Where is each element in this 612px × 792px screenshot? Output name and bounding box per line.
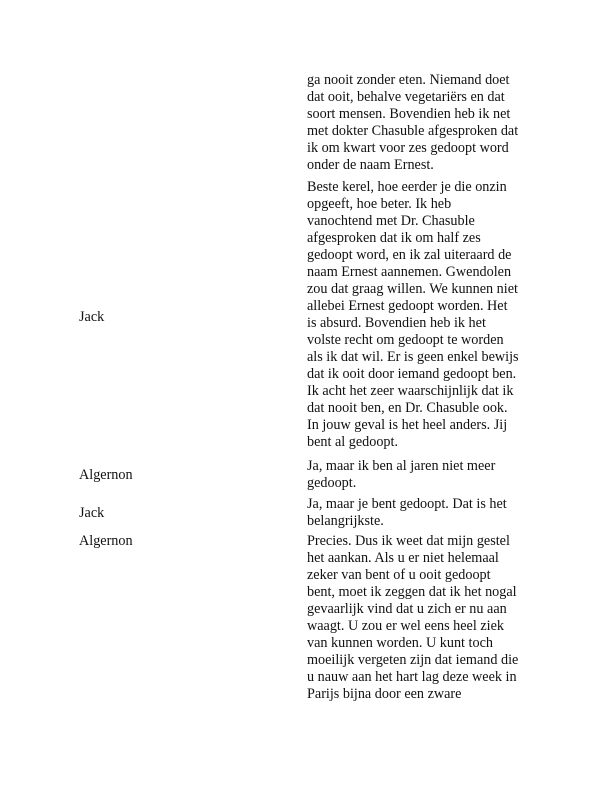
- speech-line: zeker van bent of u ooit gedoopt: [307, 567, 491, 583]
- speech-line: van kunnen worden. U kunt toch: [307, 635, 493, 651]
- speech-line: u nauw aan het hart lag deze week in: [307, 669, 517, 685]
- speaker-name: Algernon: [79, 467, 133, 483]
- speech-line: ik om kwart voor zes gedoopt word: [307, 140, 509, 156]
- speech-line: Beste kerel, hoe eerder je die onzin: [307, 179, 507, 195]
- speech-line: ga nooit zonder eten. Niemand doet: [307, 72, 510, 88]
- speech-line: gevaarlijk vind dat u zich er nu aan: [307, 601, 507, 617]
- speech-line: dat ooit, behalve vegetariërs en dat: [307, 89, 505, 105]
- speech-line: opgeeft, hoe beter. Ik heb: [307, 196, 452, 212]
- speech-line: afgesproken dat ik om half zes: [307, 230, 481, 246]
- speech-line: Ja, maar je bent gedoopt. Dat is het: [307, 496, 507, 512]
- speech-text: [307, 496, 542, 530]
- speech-line: als ik dat wil. Er is geen enkel bewijs: [307, 349, 519, 365]
- speech-line: gedoopt word, en ik zal uiteraard de: [307, 247, 512, 263]
- speech-line: moeilijk vergeten zijn dat iemand die: [307, 652, 519, 668]
- speech-line: bent al gedoopt.: [307, 434, 399, 450]
- speech-line: soort mensen. Bovendien heb ik net: [307, 106, 511, 122]
- speech-line: Ik acht het zeer waarschijnlijk dat ik: [307, 383, 514, 399]
- speech-text: [307, 179, 542, 451]
- speech-line: zou dat graag willen. We kunnen niet: [307, 281, 518, 297]
- speech-line: Precies. Dus ik weet dat mijn gestel: [307, 533, 510, 549]
- speech-line: dat nooit ben, en Dr. Chasuble ook.: [307, 400, 508, 416]
- speech-line: allebei Ernest gedoopt worden. Het: [307, 298, 508, 314]
- speech-line: vanochtend met Dr. Chasuble: [307, 213, 475, 229]
- speech-line: is absurd. Bovendien heb ik het: [307, 315, 486, 331]
- speech-line: met dokter Chasuble afgesproken dat: [307, 123, 519, 139]
- speech-line: naam Ernest aannemen. Gwendolen: [307, 264, 512, 280]
- speech-line: het aankan. Als u er niet helemaal: [307, 550, 499, 566]
- speaker-name: Jack: [79, 309, 105, 325]
- speech-line: dat ik ooit door iemand gedoopt ben.: [307, 366, 517, 382]
- speech-line: Parijs bijna door een zware: [307, 686, 462, 702]
- speech-text: [307, 533, 542, 703]
- speech-line: waagt. U zou er wel eens heel ziek: [307, 618, 504, 634]
- speech-line: In jouw geval is het heel anders. Jij: [307, 417, 508, 433]
- speaker-name: Jack: [79, 505, 105, 521]
- speech-line: onder de naam Ernest.: [307, 157, 434, 173]
- speech-line: gedoopt.: [307, 475, 357, 491]
- speech-text: [307, 458, 542, 492]
- speech-line: Ja, maar ik ben al jaren niet meer: [307, 458, 496, 474]
- speech-line: bent, moet ik zeggen dat ik het nogal: [307, 584, 517, 600]
- speaker-name: Algernon: [79, 533, 133, 549]
- speech-text: [307, 72, 542, 174]
- speech-line: belangrijkste.: [307, 513, 384, 529]
- speech-line: volste recht om gedoopt te worden: [307, 332, 504, 348]
